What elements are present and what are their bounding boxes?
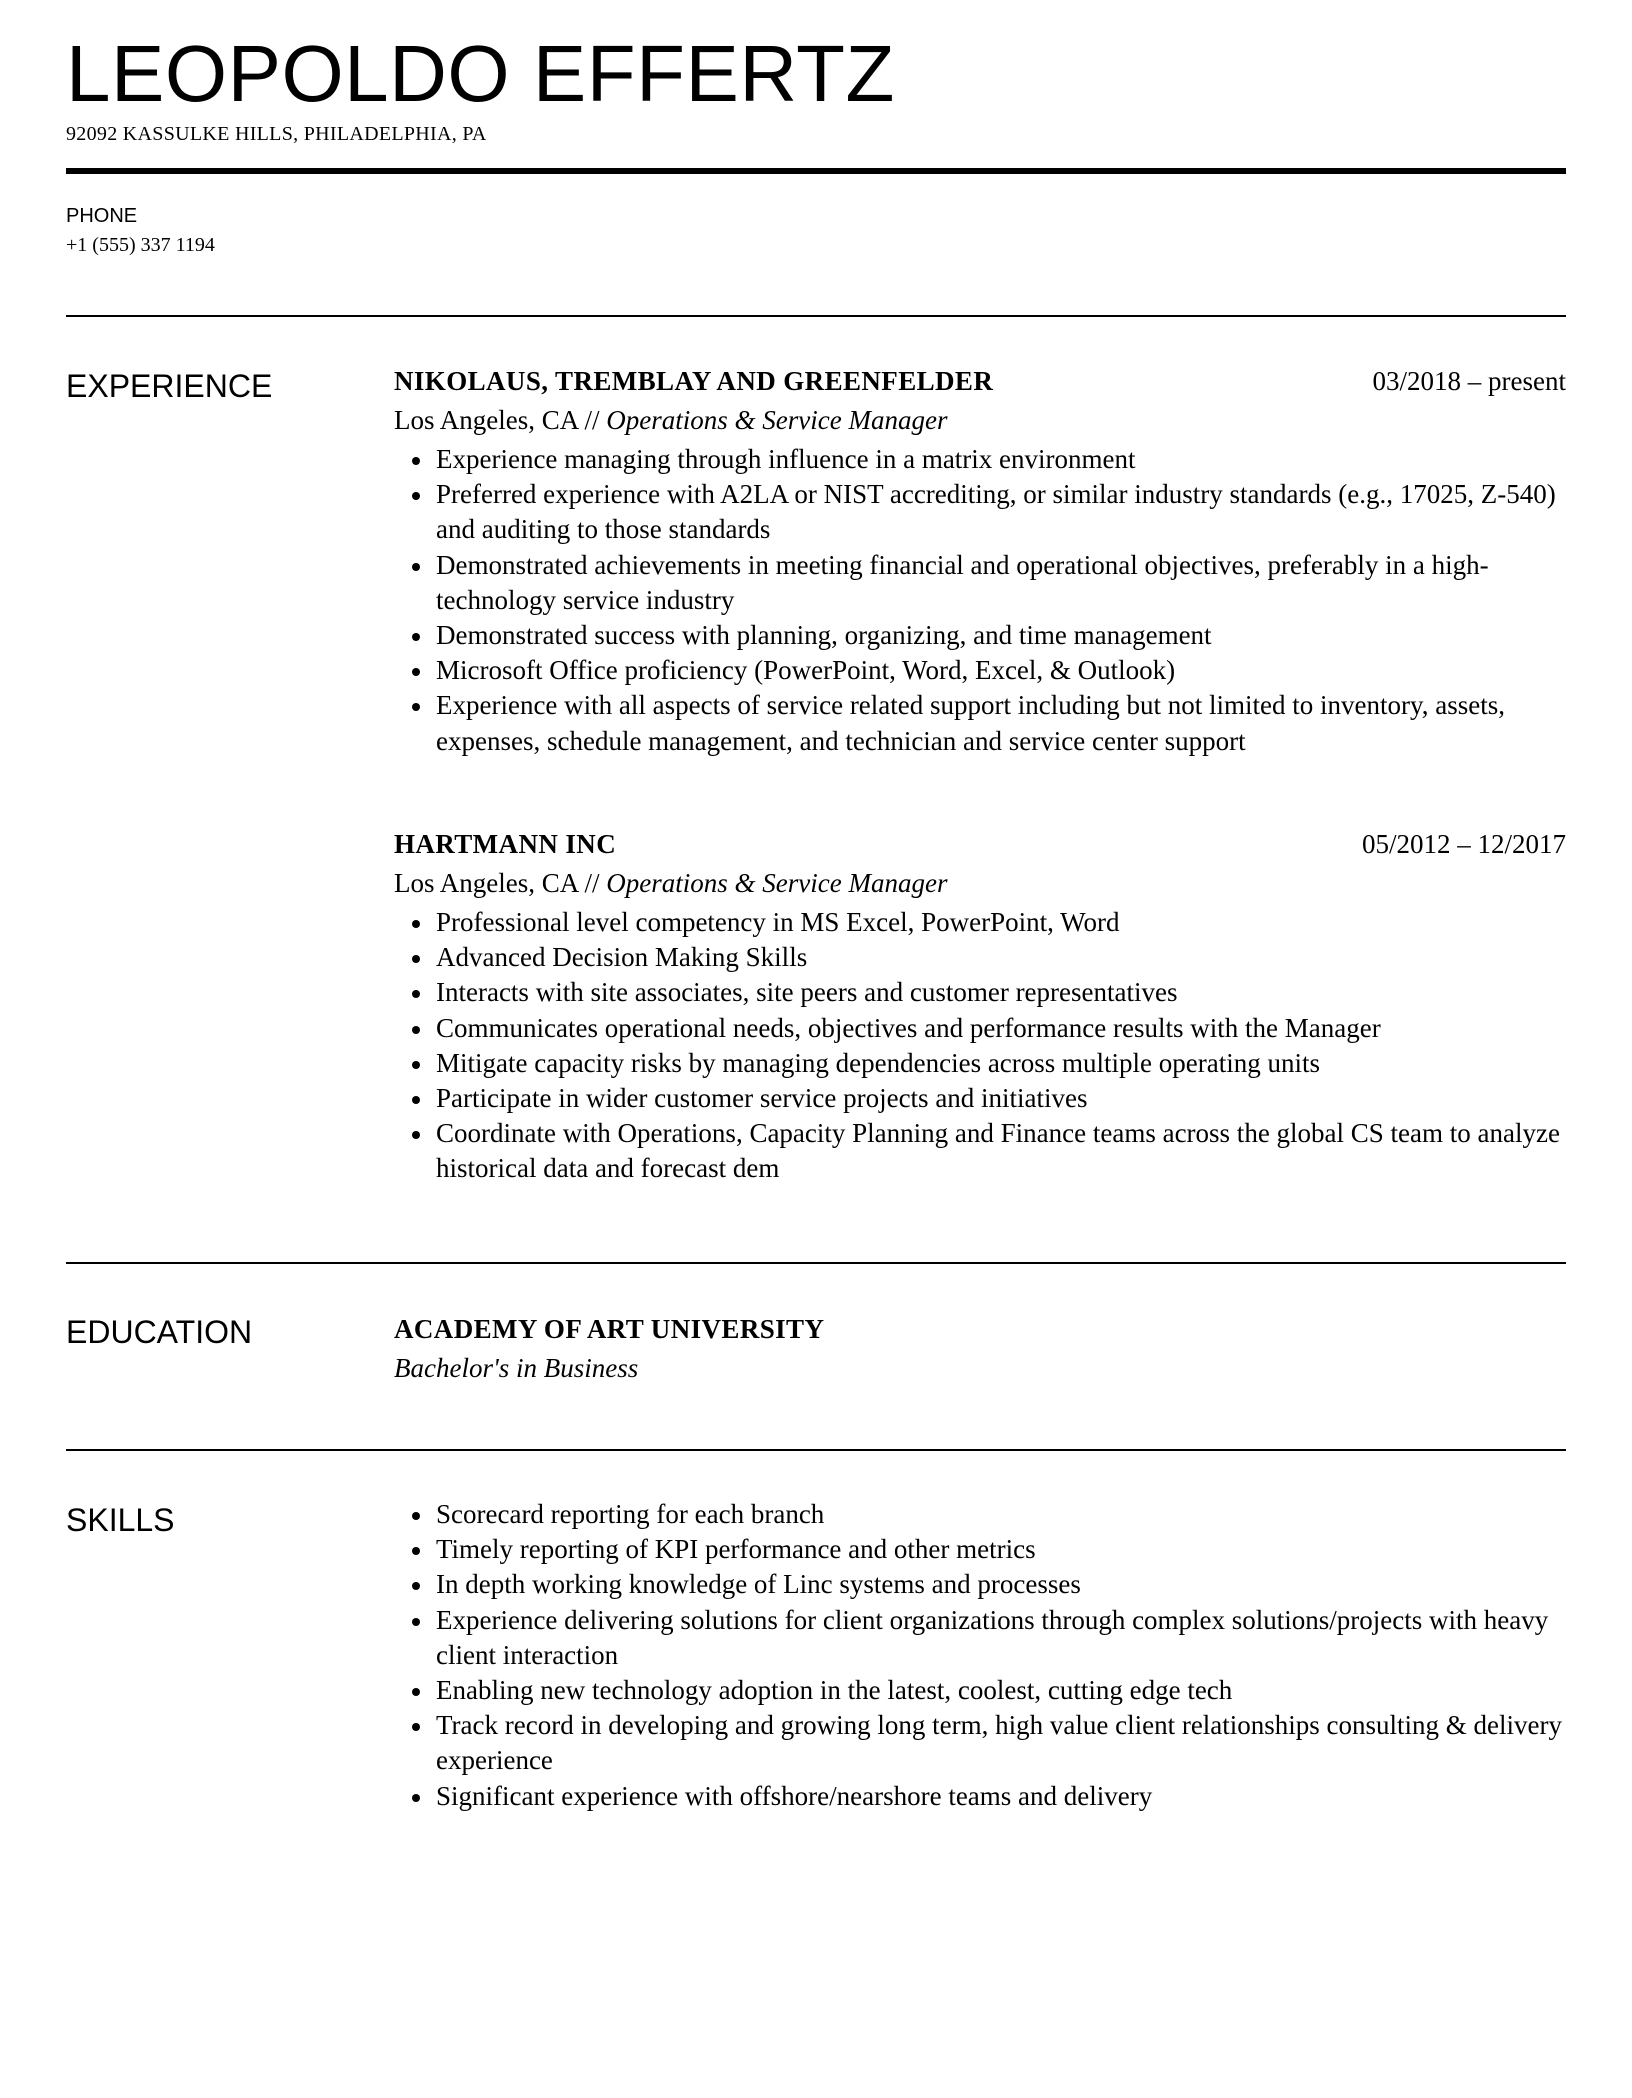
skill-text: Scorecard reporting for each branch [436, 1499, 825, 1529]
bullet-text: Advanced Decision Making Skills [436, 942, 808, 973]
job-dates: 05/2012 – 12/2017 [1361, 829, 1566, 859]
skill-text: Experience delivering solutions for client organizations through complex solutions/projects with heavy client interaction [436, 1604, 1549, 1670]
job-location-role [394, 863, 1566, 903]
list-item [394, 905, 1566, 940]
job-bullets [394, 442, 1566, 759]
list-item [394, 653, 1566, 688]
bullet-icon [412, 1096, 420, 1104]
bullet-icon [412, 1618, 420, 1626]
list-item [394, 1567, 1566, 1602]
bullet-text: Demonstrated success with planning, organizing, and time management [436, 620, 1212, 651]
bullet-icon [412, 1794, 420, 1802]
section-divider [66, 315, 1566, 317]
bullet-icon [412, 668, 420, 676]
degree: Bachelor's in Business [394, 1353, 639, 1383]
bullet-text: Microsoft Office proficiency (PowerPoint, Word, Excel, & Outlook) [436, 655, 1176, 686]
bullet-icon [412, 1547, 420, 1555]
bullet-icon [412, 1723, 420, 1731]
list-item [394, 688, 1566, 758]
list-item [394, 940, 1566, 975]
list-item [394, 1116, 1566, 1186]
bullet-icon [412, 563, 420, 571]
bullet-icon [412, 633, 420, 641]
bullet-text: Coordinate with Operations, Capacity Planning and Finance teams across the global CS team to analyze historical data and forecast dem [436, 1118, 1560, 1184]
list-item [394, 1532, 1566, 1567]
list-item [394, 1603, 1566, 1673]
company-name: NIKOLAUS, TREMBLAY AND GREENFELDER [394, 366, 994, 396]
candidate-name: LEOPOLDO EFFERTZ [66, 29, 895, 118]
list-item [394, 1011, 1566, 1046]
bullet-text: Experience with all aspects of service related support including but not limited to inventory, assets, expenses, schedule management, and technician and service center support [436, 690, 1505, 756]
school-name: ACADEMY OF ART UNIVERSITY [394, 1314, 825, 1344]
skill-text: In depth working knowledge of Linc systems and processes [436, 1569, 1081, 1600]
list-item [394, 1673, 1566, 1708]
header-divider [66, 168, 1566, 174]
bullet-text: Participate in wider customer service projects and initiatives [436, 1083, 1088, 1114]
bullet-icon [412, 457, 420, 465]
bullet-text: Experience managing through influence in a matrix environment [436, 444, 1136, 474]
skill-text: Significant experience with offshore/nearshore teams and delivery [436, 1780, 1153, 1811]
list-item [394, 975, 1566, 1010]
job-location: Los Angeles, CA [394, 868, 578, 898]
education-heading: EDUCATION [66, 1314, 253, 1350]
job-bullets [394, 905, 1566, 1187]
bullet-icon [412, 1026, 420, 1034]
skill-text: Track record in developing and growing long term, high value client relationships consulting & delivery experience [436, 1710, 1563, 1776]
bullet-icon [412, 1688, 420, 1696]
job-location-role [394, 400, 1566, 440]
bullet-text: Communicates operational needs, objectives and performance results with the Manager [436, 1012, 1381, 1043]
list-item [394, 1497, 1566, 1532]
list-item [394, 442, 1566, 477]
list-item [394, 1708, 1566, 1778]
job-dates: 03/2018 – present [1372, 366, 1566, 396]
skill-text: Enabling new technology adoption in the latest, coolest, cutting edge tech [436, 1675, 1233, 1706]
section-divider [66, 1449, 1566, 1451]
skills-list [394, 1497, 1566, 1814]
experience-heading: EXPERIENCE [66, 368, 273, 404]
bullet-icon [412, 492, 420, 500]
skills-heading: SKILLS [66, 1502, 175, 1538]
list-item [394, 1081, 1566, 1116]
bullet-icon [412, 990, 420, 998]
job-role: Operations & Service Manager [606, 405, 948, 435]
section-divider [66, 1262, 1566, 1264]
bullet-icon [412, 955, 420, 963]
job-entry [394, 825, 1566, 1187]
role-separator: // [577, 868, 607, 898]
skills-entry [394, 1497, 1566, 1814]
education-header [394, 1310, 1566, 1348]
education-entry [394, 1310, 1566, 1388]
address: 92092 KASSULKE HILLS, PHILADELPHIA, PA [66, 123, 487, 145]
job-entry [394, 362, 1566, 759]
job-header [394, 362, 1566, 400]
bullet-icon [412, 1131, 420, 1139]
job-role: Operations & Service Manager [606, 868, 948, 898]
company-name: HARTMANN INC [394, 829, 617, 859]
job-location: Los Angeles, CA [394, 405, 578, 435]
skill-text: Timely reporting of KPI performance and other metrics [436, 1534, 1036, 1565]
bullet-icon [412, 1512, 420, 1520]
list-item [394, 1779, 1566, 1814]
list-item [394, 618, 1566, 653]
job-header [394, 825, 1566, 863]
bullet-text: Interacts with site associates, site peers and customer representatives [436, 977, 1178, 1008]
bullet-text: Professional level competency in MS Excel, PowerPoint, Word [436, 907, 1120, 937]
role-separator: // [577, 405, 607, 435]
bullet-icon [412, 920, 420, 928]
list-item [394, 548, 1566, 618]
phone-number: +1 (555) 337 1194 [66, 234, 215, 256]
list-item [394, 477, 1566, 547]
bullet-icon [412, 703, 420, 711]
bullet-text: Preferred experience with A2LA or NIST accrediting, or similar industry standards (e.g., 17025, Z-540) and auditing to those standards [436, 479, 1556, 545]
bullet-text: Mitigate capacity risks by managing dependencies across multiple operating units [436, 1047, 1321, 1078]
list-item [394, 1046, 1566, 1081]
phone-label: PHONE [66, 205, 138, 227]
bullet-icon [412, 1582, 420, 1590]
bullet-text: Demonstrated achievements in meeting financial and operational objectives, preferably in a high-technology service industry [436, 549, 1489, 615]
bullet-icon [412, 1061, 420, 1069]
